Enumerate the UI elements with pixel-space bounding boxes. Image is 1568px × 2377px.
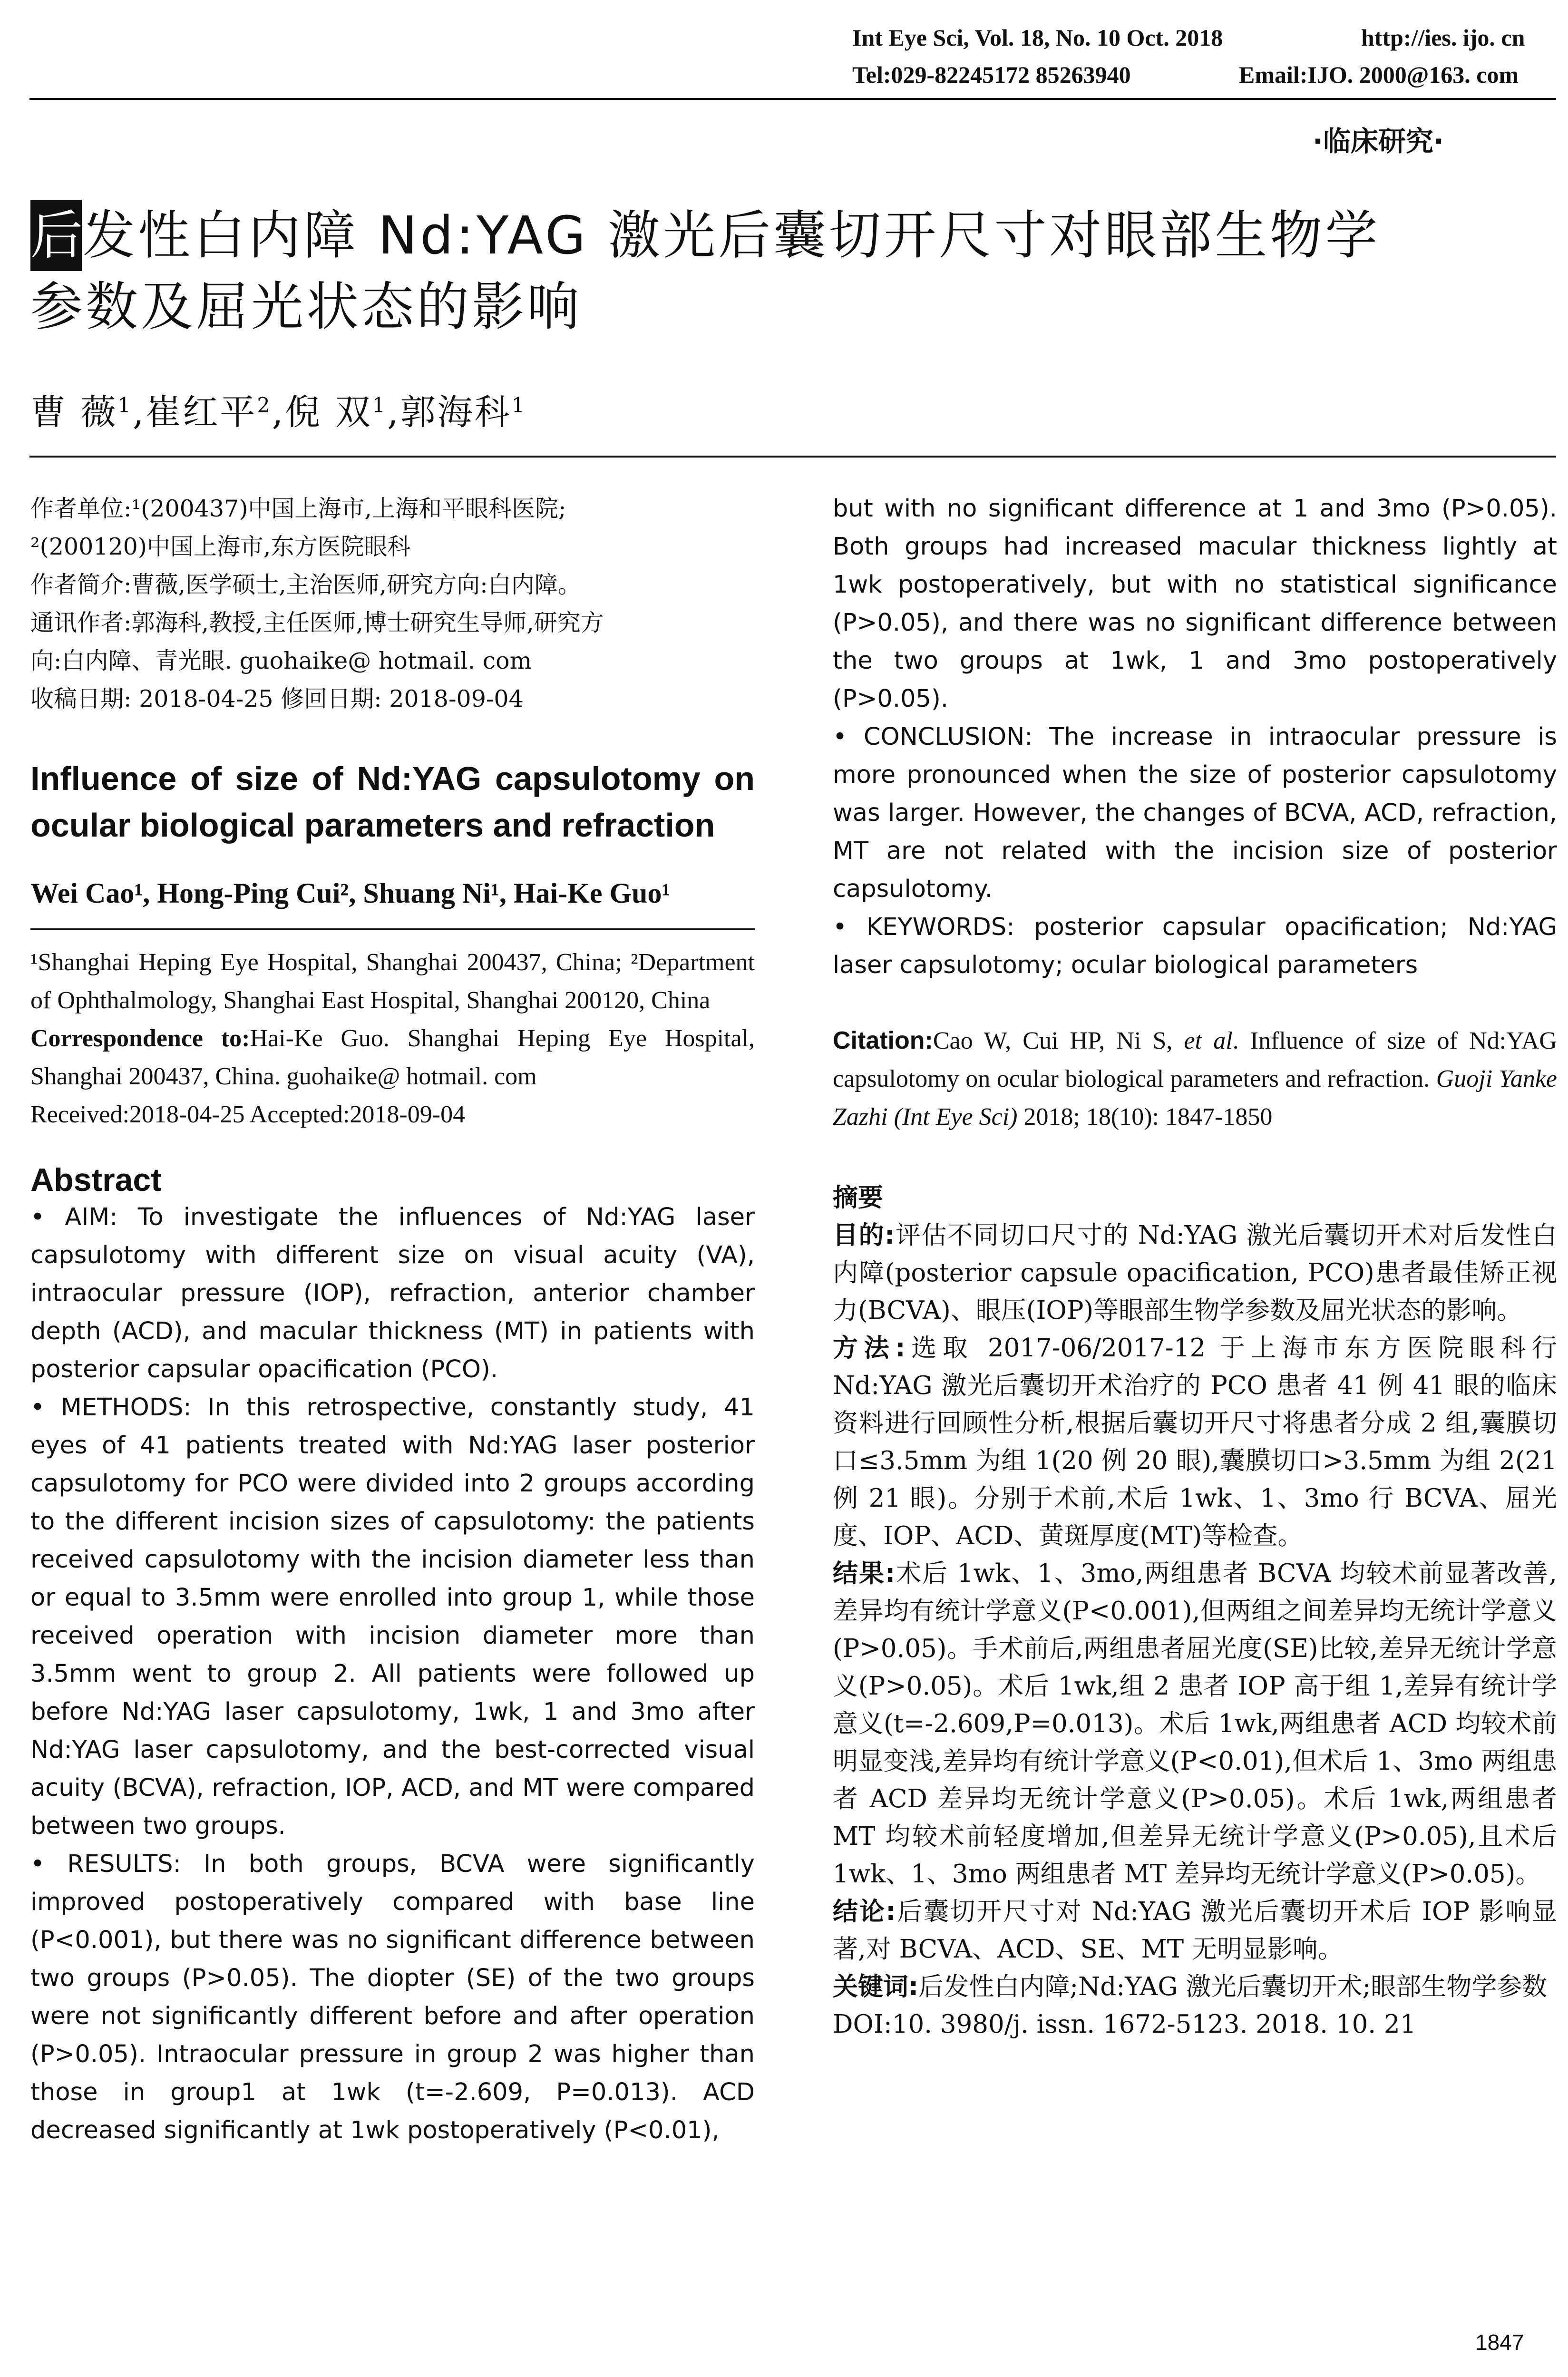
citation-label: Citation: (833, 1027, 933, 1054)
citation (833, 1022, 1557, 1136)
methods-text: In this retrospective, constantly study, 41 eyes of 41 patients treated with Nd:YAG laser posterior capsulotomy for PCO were divided into 2 groups according to the different incision sizes of capsulotomy: the patients received capsulotomy with the incision diameter less than or equal to 3.5mm were enrolled into group 1, while those received operation with incision diameter more than 3.5mm went to group 2. All patients were followed up before Nd:YAG laser capsulotomy, 1wk, 1 and 3mo after Nd:YAG laser capsulotomy, and the best-corrected visual acuity (BCVA), refraction, IOP, ACD, and MT were compared between two groups. (30, 1393, 755, 1840)
author-cn: 崔红平 (146, 392, 257, 433)
left-column (30, 490, 755, 2150)
zh-results-label: 结果: (833, 1559, 896, 1588)
results-text-right: but with no significant difference at 1 and 3mo (P>0.05). Both groups had increased macular thickness lightly at 1wk postoperatively, but with no statistical significance (P>0.05), and there was no significant difference between the two groups at 1wk, 1 and 3mo postoperatively (P>0.05). (833, 495, 1557, 713)
authors-rule (29, 456, 1556, 458)
affiliation-rule (30, 928, 755, 930)
abstract-body-right (833, 490, 1557, 984)
author-sup: 1 (117, 393, 133, 418)
abstract-body-left (30, 1198, 755, 2150)
affiliation-text: ¹Shanghai Heping Eye Hospital, Shanghai 200437, China; ²Department of Ophthalmology, Shanghai East Hospital, Shanghai 200120, China (30, 949, 755, 1014)
zh-methods-label: 方法: (833, 1334, 906, 1363)
journal-url: http://ies. ijo. cn (1361, 24, 1525, 51)
received-accepted-dates: Received:2018-04-25 Accepted:2018-09-04 (30, 1101, 466, 1128)
author-cn: 郭海科 (400, 392, 512, 433)
journal-tel: Tel:029-82245172 85263940 (852, 61, 1131, 88)
keywords-label: • KEYWORDS: (833, 913, 1015, 941)
correspondence-label: Correspondence to: (30, 1025, 250, 1052)
author-sup: 1 (372, 393, 388, 418)
citation-journal-en: (Int Eye Sci) (894, 1103, 1018, 1130)
english-authors: Wei Cao¹, Hong-Ping Cui², Shuang Ni¹, Hai-Ke Guo¹ (30, 877, 671, 909)
journal-issue-line: Int Eye Sci, Vol. 18, No. 10 Oct. 2018 (852, 24, 1223, 51)
right-column (833, 490, 1557, 2043)
cn-correspondence-line: 向:白内障、青光眼. guohaike@ hotmail. com (30, 647, 532, 674)
author-sup: 2 (257, 393, 272, 418)
aim-text: To investigate the influences of Nd:YAG laser capsulotomy with different size on visual acuity (VA), intraocular pressure (IOP), refraction, anterior chamber depth (ACD), and macular thickness (MT) in patients with posterior capsular opacification (PCO). (30, 1203, 755, 1383)
keywords-text: posterior capsular opacification; Nd:YAG laser capsulotomy; ocular biological parameters (833, 913, 1557, 979)
title-initial-mark: 后 (30, 200, 82, 271)
aim-label: • AIM: (30, 1203, 118, 1231)
citation-journal: Guoji Yanke Zazhi (833, 1065, 1557, 1130)
doi: DOI:10. 3980/j. issn. 1672-5123. 2018. 10. 21 (833, 2010, 1416, 2039)
conclusion-label: • CONCLUSION: (833, 723, 1033, 751)
article-title (30, 200, 1557, 342)
citation-etal: et al (1184, 1027, 1233, 1054)
cn-info (30, 490, 755, 718)
english-title: Influence of size of Nd:YAG capsulotomy on ocular biological parameters and refraction (30, 760, 755, 844)
english-affiliation (30, 944, 755, 1134)
section-label: ·临床研究· (1313, 125, 1444, 157)
cn-correspondence-line: 通讯作者:郭海科,教授,主任医师,博士研究生导师,研究方 (30, 609, 604, 636)
title-line-1: 发性白内障 Nd:YAG 激光后囊切开尺寸对眼部生物学 (83, 205, 1381, 266)
citation-text: Cao W, Cui HP, Ni S, (933, 1027, 1184, 1054)
zh-keywords-label: 关键词: (833, 1972, 919, 2001)
zh-aim-label: 目的: (833, 1221, 895, 1250)
zh-keywords-text: 后发性白内障;Nd:YAG 激光后囊切开术;眼部生物学参数 (918, 1972, 1548, 2001)
title-line-2: 参数及屈光状态的影响 (30, 276, 582, 337)
chinese-abstract (833, 1179, 1557, 2043)
zh-abstract-heading: 摘要 (833, 1183, 883, 1212)
cn-affiliation-line: ²(200120)中国上海市,东方医院眼科 (30, 533, 411, 560)
author-cn: 倪 双 (285, 392, 372, 433)
zh-methods-text: 选取 2017-06/2017-12 于上海市东方医院眼科行 Nd:YAG 激光后囊切开术治疗的 PCO 患者 41 例 41 眼的临床资料进行回顾性分析,根据后囊切开尺寸将患者分成 2 组,囊膜切口≤3.5mm 为组 1(20 例 20 眼),囊膜切口>3.5mm 为组 2(21 例 21 眼)。分别于术前,术后 1wk、1、3mo 行 BCVA、屈光度、IOP、ACD、黄斑厚度(MT)等检查。 (833, 1334, 1557, 1550)
author-sup: 1 (511, 393, 526, 418)
zh-aim-text: 评估不同切口尺寸的 Nd:YAG 激光后囊切开术对后发性白内障(posterior capsule opacification, PCO)患者最佳矫正视力(BCVA)、眼压(IOP)等眼部生物学参数及屈光状态的影响。 (833, 1221, 1557, 1325)
journal-email: Email:IJO. 2000@163. com (1239, 61, 1519, 88)
citation-text: 2018; 18(10): 1847-1850 (1017, 1103, 1273, 1130)
zh-conclusion-text: 后囊切开尺寸对 Nd:YAG 激光后囊切开术后 IOP 影响显著,对 BCVA、ACD、SE、MT 无明显影响。 (833, 1897, 1557, 1964)
conclusion-text: The increase in intraocular pressure is more pronounced when the size of posterior capsulotomy was larger. However, the changes of BCVA, ACD, refraction, MT are not related with the incision size of posterior capsulotomy. (833, 723, 1557, 903)
header-rule (29, 98, 1556, 100)
results-text-left: In both groups, BCVA were significantly improved postoperatively compared with base line (P<0.001), but there was no significant difference between two groups (P>0.05). The diopter (SE) of the two groups were not significantly different before and after operation (P>0.05). Intraocular pressure in group 2 was higher than those in group1 at 1wk (t=-2.609, P=0.013). ACD decreased significantly at 1wk postoperatively (P<0.01), (30, 1850, 755, 2144)
cn-author-bio: 作者简介:曹薇,医学硕士,主治医师,研究方向:白内障。 (30, 571, 581, 598)
citation-text: . Influence of size of Nd:YAG capsulotomy on ocular biological parameters and refraction. (833, 1027, 1557, 1092)
authors-cn: 曹 薇$^1$,崔红平$^2$,倪 双$^1$,郭海科$^1$ (30, 392, 526, 433)
cn-affiliation-line: 作者单位:¹(200437)中国上海市,上海和平眼科医院; (30, 495, 566, 522)
abstract-heading: Abstract (30, 1162, 162, 1198)
zh-conclusion-label: 结论: (833, 1897, 896, 1926)
cn-dates: 收稿日期: 2018-04-25 修回日期: 2018-09-04 (30, 685, 524, 712)
author-cn: 曹 薇 (30, 392, 118, 433)
correspondence-text: Hai-Ke Guo. Shanghai Heping Eye Hospital, Shanghai 200437, China. guohaike@ hotmail. com (30, 1025, 755, 1090)
zh-results-text: 术后 1wk、1、3mo,两组患者 BCVA 均较术前显著改善,差异均有统计学意义(P<0.001),但两组之间差异均无统计学意义(P>0.05)。手术前后,两组患者屈光度(SE)比较,差异无统计学意义(P>0.05)。术后 1wk,组 2 患者 IOP 高于组 1,差异有统计学意义(t=-2.609,P=0.013)。术后 1wk,两组患者 ACD 均较术前明显变浅,差异均有统计学意义(P<0.01),但术后 1、3mo 两组患者 ACD 差异均无统计学意义(P>0.05)。术后 1wk,两组患者 MT 均较术前轻度增加,但差异无统计学意义(P>0.05),且术后 1wk、1、3mo 两组患者 MT 差异均无统计学意义(P>0.05)。 (833, 1559, 1557, 1889)
results-label: • RESULTS: (30, 1850, 181, 1878)
methods-label: • METHODS: (30, 1393, 192, 1422)
page-number: 1847 (1475, 2330, 1524, 2355)
